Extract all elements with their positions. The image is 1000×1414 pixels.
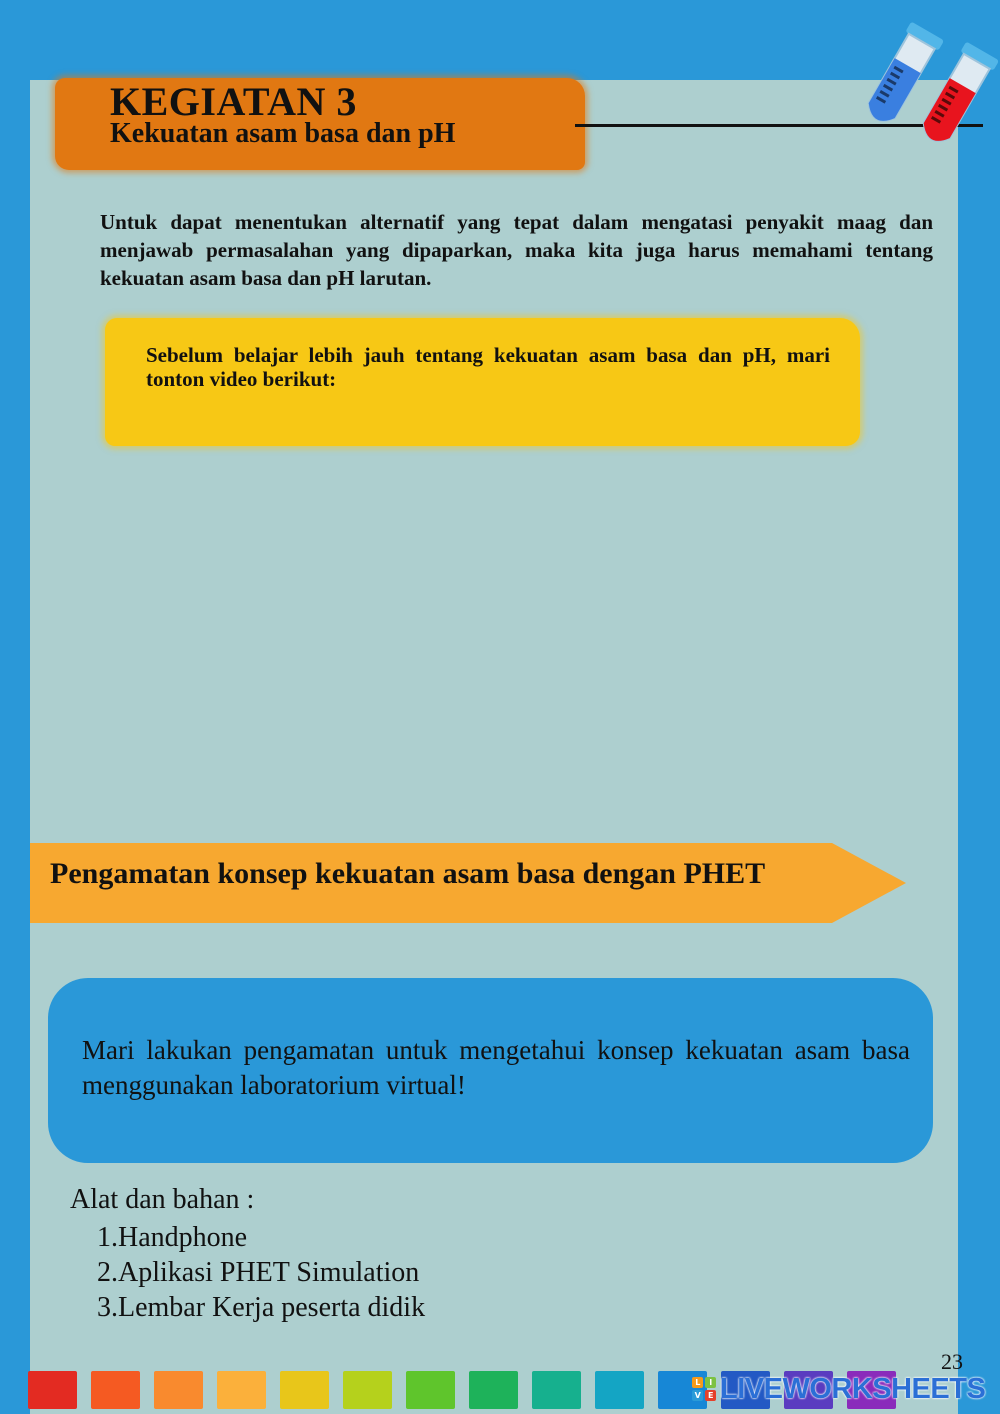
- section-banner-title: Pengamatan konsep kekuatan asam basa dengan PHET: [50, 857, 766, 890]
- list-number: 2.: [97, 1257, 118, 1288]
- list-item: [70, 1290, 425, 1325]
- color-swatch: [595, 1371, 644, 1409]
- list-number: 3.: [97, 1292, 118, 1323]
- list-number: 1.: [97, 1222, 118, 1253]
- activity-title: KEGIATAN 3: [110, 79, 357, 124]
- test-tubes-icon: [845, 15, 1000, 175]
- color-swatch: [469, 1371, 518, 1409]
- watermark-text: LIVEWORKSHEETS: [720, 1372, 986, 1405]
- intro-paragraph: Untuk dapat menentukan alternatif yang tepat dalam mengatasi penyakit maag dan menjawab permasalahan yang dipaparkan, maka kita juga harus memahami tentang kekuatan asam basa dan pH larutan.: [100, 210, 933, 290]
- color-swatch: [280, 1371, 329, 1409]
- list-item-label: Aplikasi PHET Simulation: [118, 1257, 420, 1288]
- color-swatch: [343, 1371, 392, 1409]
- liveworksheets-logo-icon: L I V E: [692, 1377, 716, 1401]
- tools-list: [70, 1220, 425, 1325]
- list-item-label: Lembar Kerja peserta didik: [118, 1292, 426, 1323]
- liveworksheets-watermark[interactable]: [692, 1372, 985, 1406]
- info-card-text: Mari lakukan pengamatan untuk mengetahui konsep kekuatan asam basa menggunakan laboratorium virtual!: [82, 1035, 910, 1100]
- list-item: [70, 1255, 425, 1290]
- color-swatch: [91, 1371, 140, 1409]
- color-swatch: [532, 1371, 581, 1409]
- page-number: 23: [941, 1349, 963, 1374]
- tools-heading: Alat dan bahan :: [70, 1184, 255, 1215]
- list-item-label: Handphone: [118, 1222, 248, 1253]
- color-swatch: [217, 1371, 266, 1409]
- list-item: [70, 1220, 425, 1255]
- corner-fold: [958, 1180, 1000, 1300]
- color-swatch: [154, 1371, 203, 1409]
- video-prompt-text: Sebelum belajar lebih jauh tentang kekuatan asam basa dan pH, mari tonton video berikut:: [146, 343, 830, 391]
- color-swatch: [406, 1371, 455, 1409]
- color-swatch: [28, 1371, 77, 1409]
- activity-subtitle: Kekuatan asam basa dan pH: [110, 118, 456, 149]
